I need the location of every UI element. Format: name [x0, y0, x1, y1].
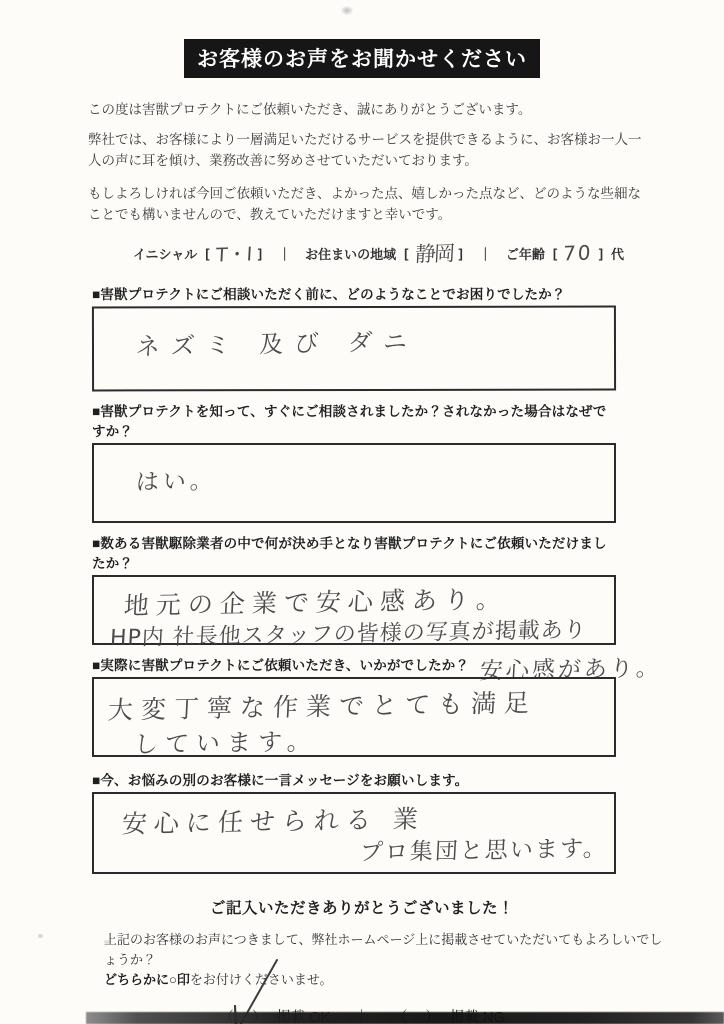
handwritten-answer: HP内 社長他スタッフの皆様の写真が掲載あり [109, 617, 588, 652]
handwritten-answer: はい。 [135, 468, 218, 496]
bracket: [ [205, 245, 210, 261]
question-block-1 [92, 283, 616, 391]
handwritten-region: 静岡 [413, 241, 454, 267]
bracket: [ [404, 245, 409, 261]
intro-paragraph-3: もしよろしければ今回ご依頼いただき、よかった点、嬉しかった点など、どのような些細なことでも構いませんので、教えていただけますと幸いです。 [88, 186, 641, 222]
scan-smudge [341, 6, 353, 15]
scanner-edge-artifact [86, 1012, 724, 1024]
question-label: ■害獣プロテクトにご相談いただく前に、どのようなことでお困りでしたか？ [92, 287, 566, 302]
handwritten-answer: ネズミ 及び ダニ [135, 327, 419, 361]
question-block-5 [92, 769, 616, 874]
separator: ｜ [278, 246, 292, 262]
answer-box [92, 792, 616, 874]
question-label: ■数ある害獣駆除業者の中で何が決め手となり害獣プロテクトにご依頼いただけましたか？ [92, 536, 607, 571]
scan-dust [104, 940, 110, 944]
permission-bold: どちらかに○印 [104, 972, 190, 987]
handwritten-overflow-note: 安心感があり。 [479, 655, 663, 685]
handwritten-answer: プロ集団と思います。 [359, 835, 609, 867]
handwritten-answer: 地元の企業で安心感あり。 [123, 584, 509, 621]
page-title: お客様のお声をお聞かせください [184, 39, 540, 78]
answer-box [92, 443, 616, 523]
bracket: ] [458, 245, 463, 261]
handwritten-age: 70 [562, 240, 594, 266]
question-label: ■害獣プロテクトを知って、すぐにご相談されましたか？されなかった場合はなぜですか？ [92, 404, 607, 439]
answer-box [92, 677, 616, 757]
separator: ｜ [478, 246, 492, 262]
answer-box [92, 306, 616, 392]
profile-row [133, 237, 724, 269]
question-label: ■実際に害獣プロテクトにご依頼いただき、いかがでしたか？ [92, 658, 470, 673]
bracket: [ [552, 245, 558, 261]
permission-text [104, 930, 664, 990]
bracket: ] [257, 245, 263, 261]
intro-paragraph-2: 弊社では、お客様により一層満足いただけるサービスを提供できるように、お客様お一人一人の声に耳を傾け、業務改善に努めさせていただいております。 [88, 132, 642, 168]
question-block-2 [92, 400, 616, 523]
region-label: お住まいの地域 [305, 246, 397, 262]
permission-line-1: 上記のお客様のお声につきまして、弊社ホームページ上に掲載させていただいてもよろしいでしょうか？ [104, 932, 663, 967]
scan-dust [38, 934, 43, 938]
permission-rest: をお付けくださいませ。 [189, 972, 333, 987]
intro-paragraph-1: この度は害獣プロテクトにご依頼いただき、誠にありがとうございます。 [88, 102, 532, 117]
question-label: ■今、お悩みの別のお客様に一言メッセージをお願いします。 [92, 773, 469, 788]
initial-label: イニシャル [133, 246, 198, 262]
handwritten-answer: 大変丁寧な作業でとても満足 [107, 688, 538, 725]
intro-paragraphs [88, 99, 642, 225]
age-suffix: 代 [611, 246, 625, 262]
age-label: ご年齢 [505, 246, 545, 262]
handwritten-answer: 安心に任せられる 業 [121, 804, 426, 839]
handwritten-answer: しています。 [133, 727, 319, 759]
handwritten-initials: T・I [214, 242, 253, 267]
bracket: ] [598, 245, 604, 261]
thanks-message: ご記入いただきありがとうございました！ [209, 900, 514, 917]
permission-line-2 [104, 970, 664, 990]
